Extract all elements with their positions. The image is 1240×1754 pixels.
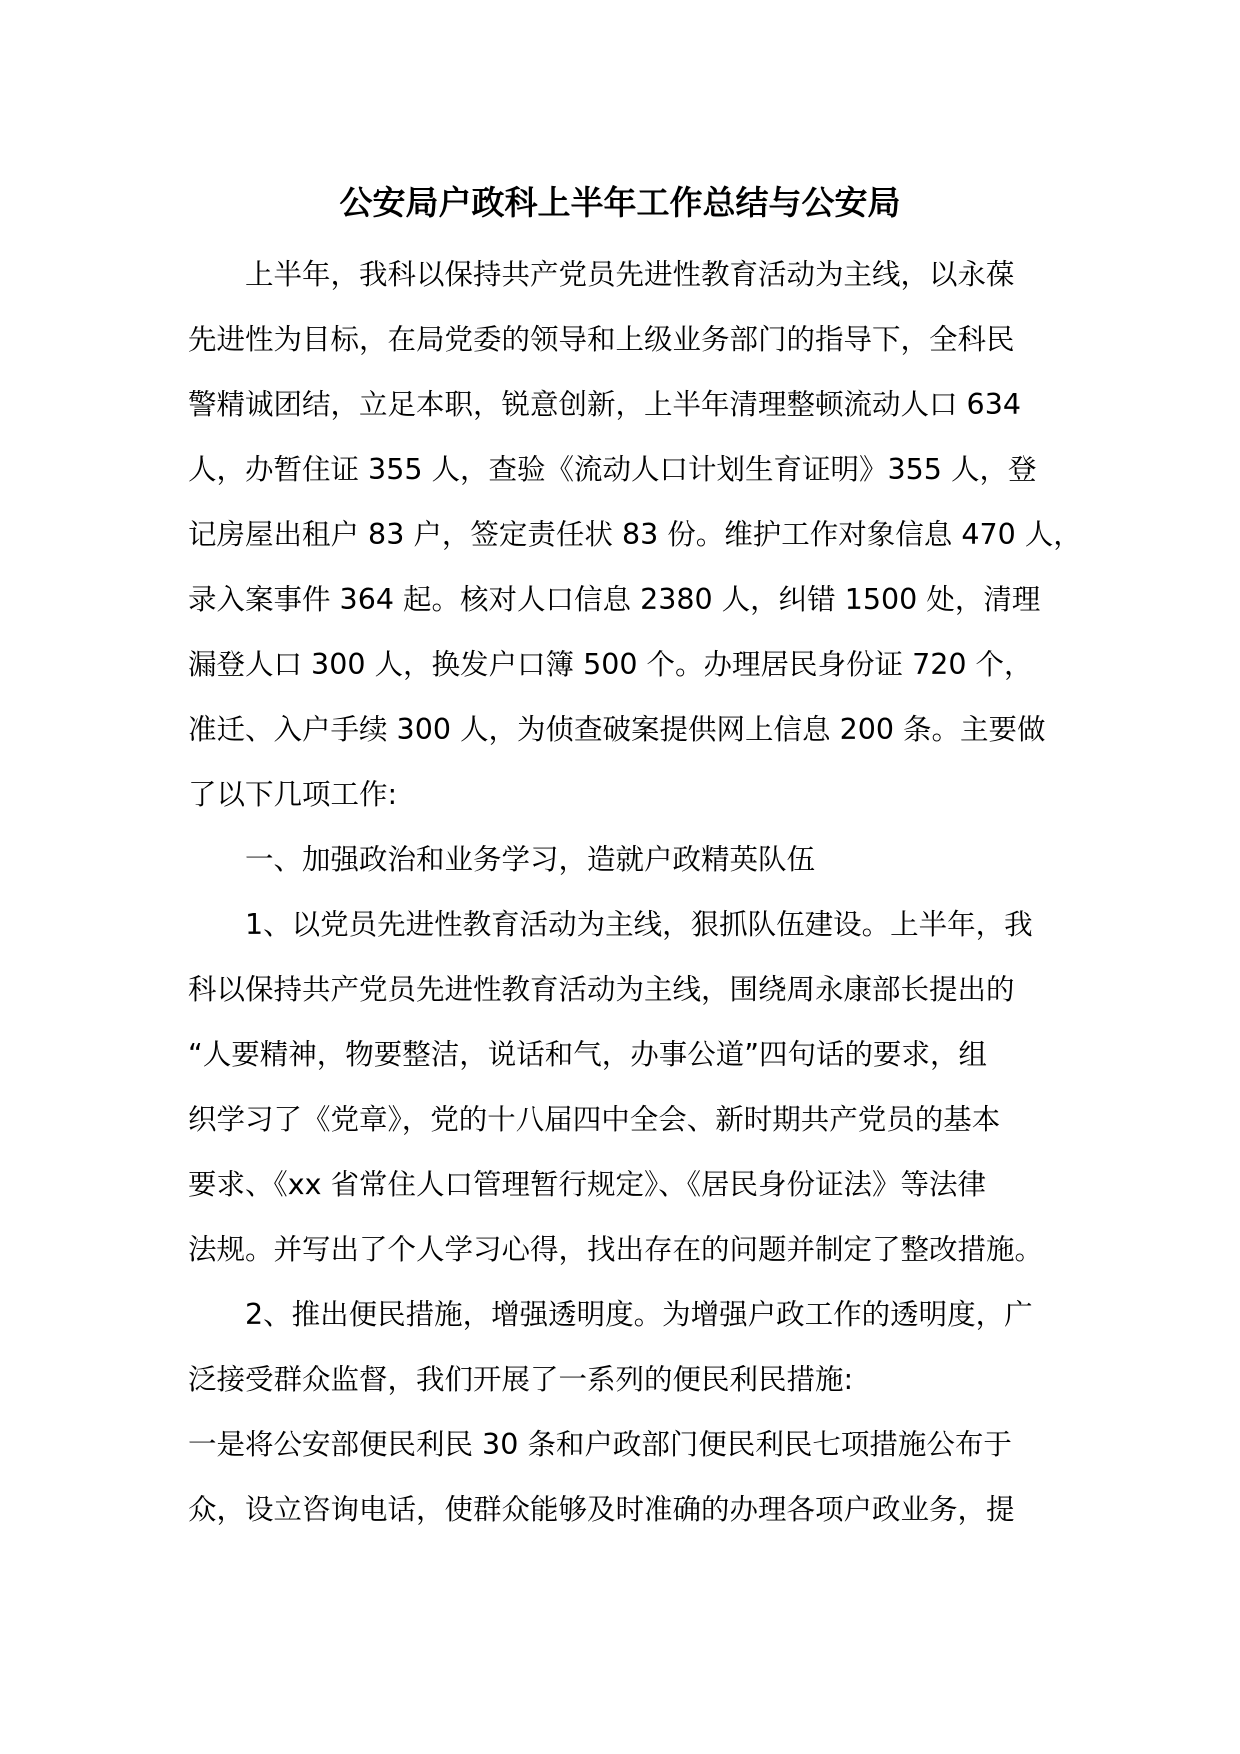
section-heading <box>188 827 1080 892</box>
text-line: 人，办暂住证 355 人，查验《流动人口计划生育证明》355 人，登 <box>188 453 1037 486</box>
paragraph-item-1 <box>188 892 1080 1282</box>
text-line: 记房屋出租户 83 户，签定责任状 83 份。维护工作对象信息 470 人， <box>188 518 1082 551</box>
text-line: 要求、《xx 省常住人口管理暂行规定》、《居民身份证法》等法律 <box>188 1168 987 1201</box>
text-line: 一是将公安部便民利民 30 条和户政部门便民利民七项措施公布于 <box>188 1428 1012 1461</box>
text-line: 一、加强政治和业务学习，造就户政精英队伍 <box>245 843 816 876</box>
paragraph-item-2 <box>188 1282 1080 1412</box>
text-line: 警精诚团结，立足本职，锐意创新，上半年清理整顿流动人口 634 <box>188 388 1021 421</box>
text-line: 泛接受群众监督，我们开展了一系列的便民利民措施: <box>188 1363 854 1396</box>
text-line: 了以下几项工作: <box>188 778 398 811</box>
text-line: 众，设立咨询电话，使群众能够及时准确的办理各项户政业务，提 <box>188 1493 1015 1526</box>
paragraph-summary <box>188 242 1080 827</box>
text-line: 录入案事件 364 起。核对人口信息 2380 人，纠错 1500 处，清理 <box>188 583 1041 616</box>
text-line: 法规。并写出了个人学习心得，找出存在的问题并制定了整改措施。 <box>188 1233 1044 1266</box>
text-line: 2、推出便民措施，增强透明度。为增强户政工作的透明度，广 <box>245 1298 1033 1331</box>
text-line: 准迁、入户手续 300 人，为侦查破案提供网上信息 200 条。主要做 <box>188 713 1046 746</box>
text-line: 上半年，我科以保持共产党员先进性教育活动为主线，以永葆 <box>245 258 1015 291</box>
document-body <box>188 242 1080 1542</box>
text-line: 织学习了《党章》，党的十八届四中全会、新时期共产党员的基本 <box>188 1103 1001 1136</box>
text-line: 漏登人口 300 人，换发户口簿 500 个。办理居民身份证 720 个， <box>188 648 1033 681</box>
text-line: 先进性为目标，在局党委的领导和上级业务部门的指导下，全科民 <box>188 323 1015 356</box>
paragraph-measure-1 <box>188 1412 1080 1542</box>
text-line: 1、以党员先进性教育活动为主线，狠抓队伍建设。上半年，我 <box>245 908 1033 941</box>
text-line: 科以保持共产党员先进性教育活动为主线，围绕周永康部长提出的 <box>188 973 1015 1006</box>
document-title: 公安局户政科上半年工作总结与公安局 <box>339 183 901 222</box>
text-line: “人要精神，物要整洁，说话和气，办事公道”四句话的要求，组 <box>188 1038 988 1071</box>
